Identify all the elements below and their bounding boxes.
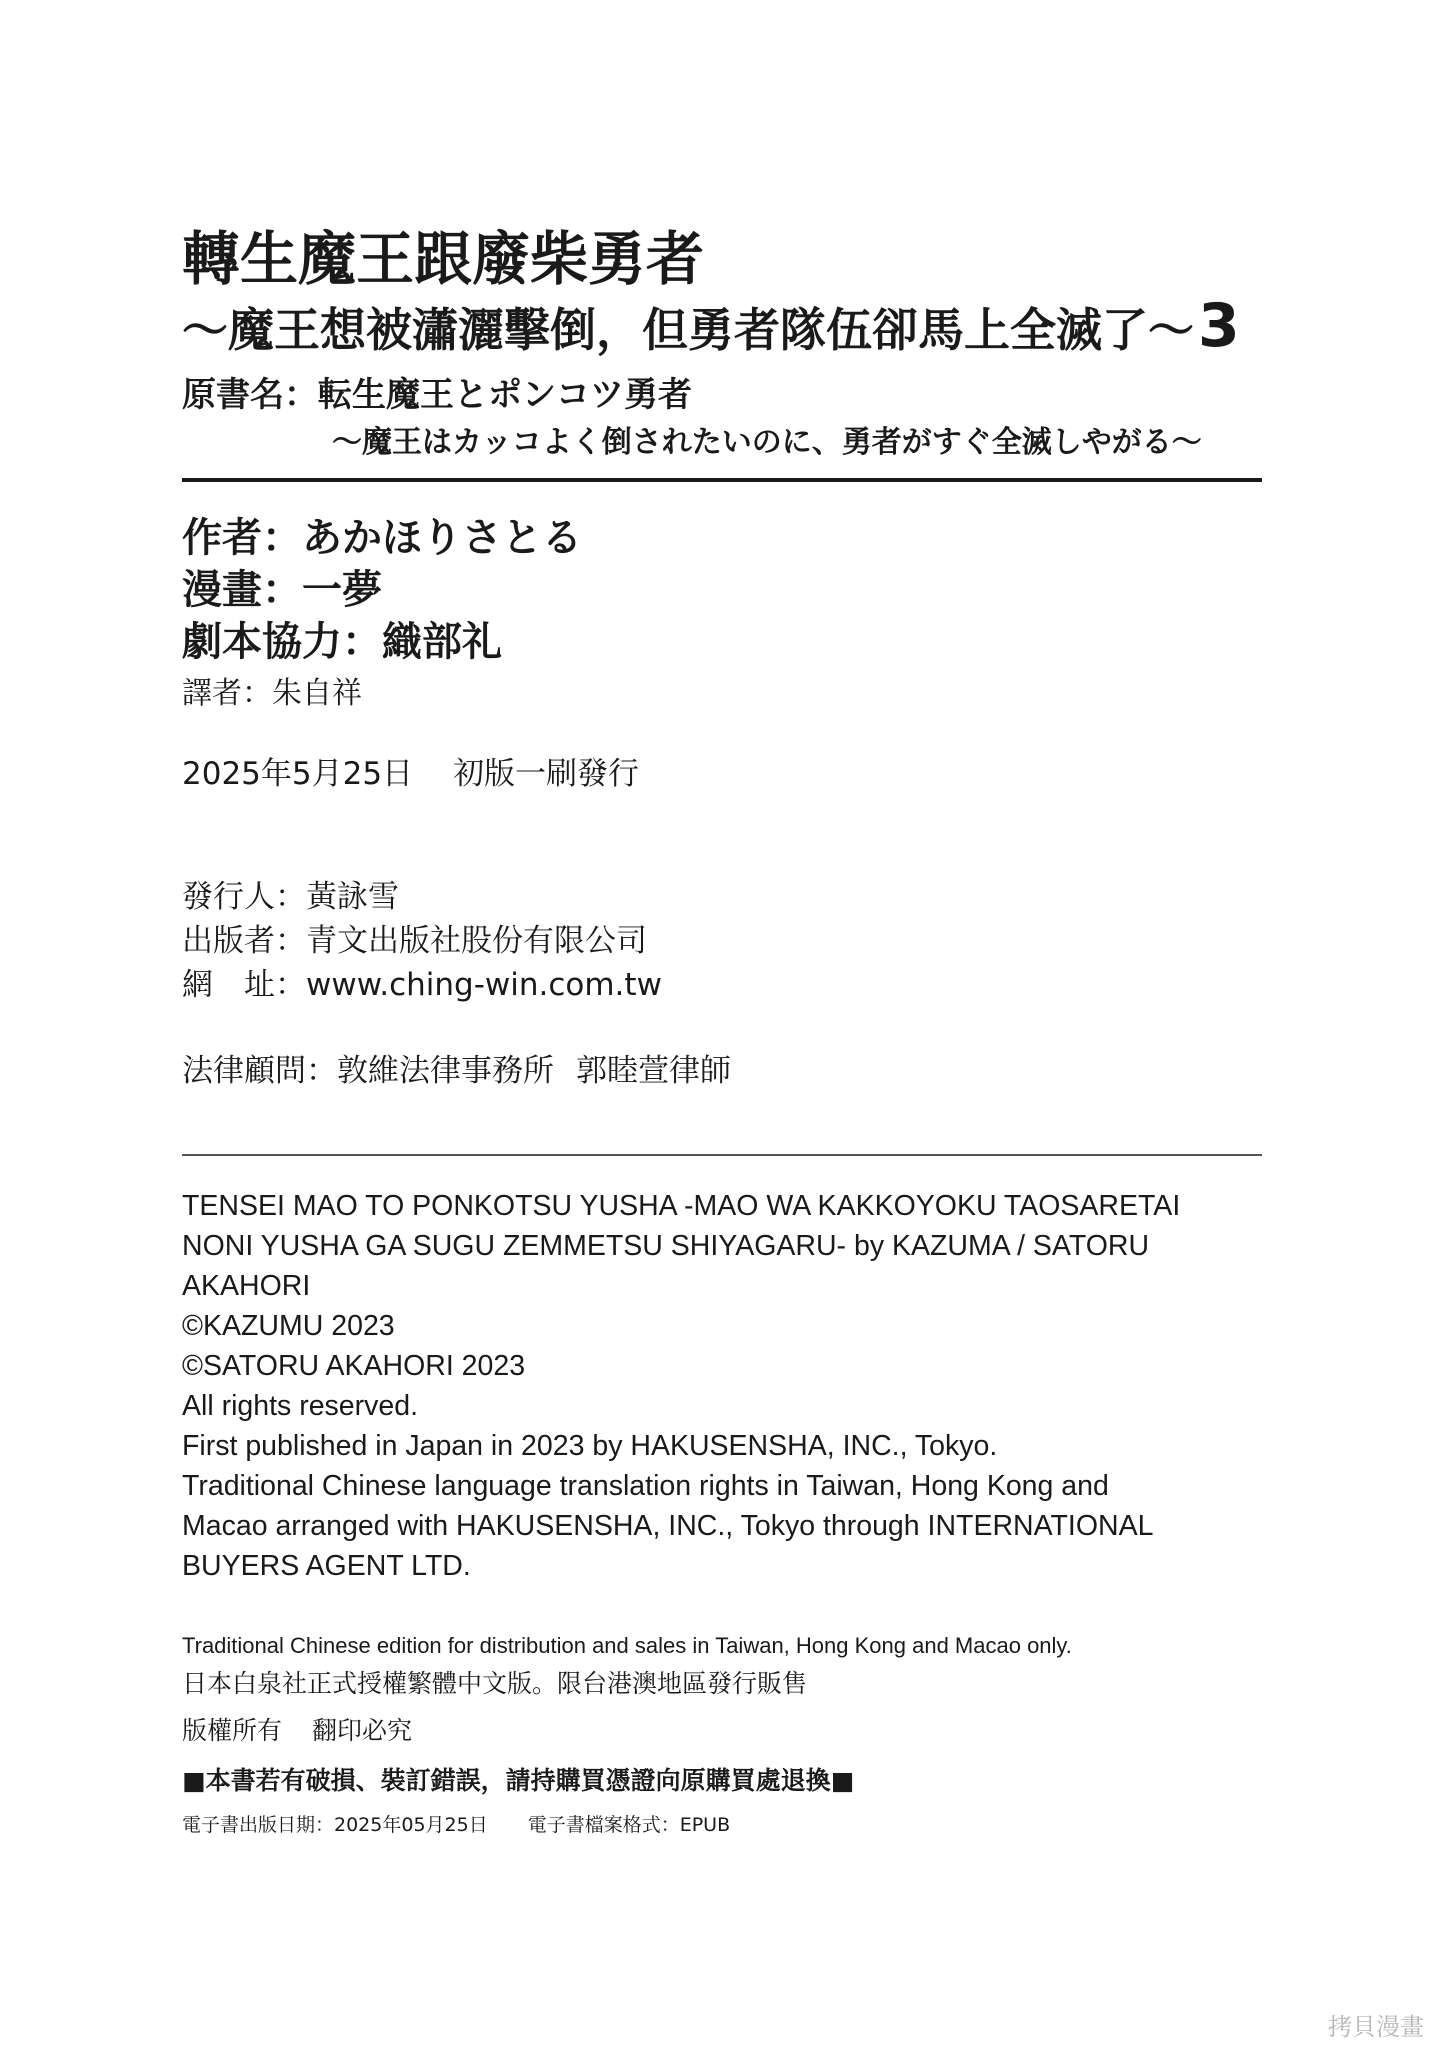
english-line: ©KAZUMU 2023 xyxy=(182,1310,395,1342)
english-line: Traditional Chinese language translation rights in Taiwan, Hong Kong and xyxy=(182,1470,1109,1502)
ebook-info xyxy=(182,1810,730,1840)
original-title-label: 原書名： xyxy=(182,375,318,415)
original-title: 転生魔王とポンコツ勇者 xyxy=(318,375,692,415)
volume-number: 3 xyxy=(1198,291,1240,361)
legal-line xyxy=(182,1050,731,1092)
book-subtitle xyxy=(182,291,1240,361)
english-line: AKAHORI xyxy=(182,1270,311,1302)
rights-reserved: 版權所有 xyxy=(182,1716,283,1745)
credit-script: 劇本協力：織部礼 xyxy=(182,619,502,665)
watermark-text: 拷貝漫畫 xyxy=(1328,2013,1424,2041)
english-line: NONI YUSHA GA SUGU ZEMMETSU SHIYAGARU- by KAZUMA / SATORU xyxy=(182,1230,1150,1262)
ebook-date: 電子書出版日期：2025年05月25日 xyxy=(182,1814,488,1836)
publisher-company: 出版者：青文出版社股份有限公司 xyxy=(182,923,647,959)
original-subtitle: ～魔王はカッコよく倒されたいのに、勇者がすぐ全滅しやがる～ xyxy=(332,425,1202,460)
ebook-format: 電子書檔案格式：EPUB xyxy=(527,1814,731,1836)
thick-divider xyxy=(182,478,1262,482)
edition-date: 2025年5月25日 xyxy=(182,756,414,792)
rights-line xyxy=(182,1713,412,1749)
no-copy: 翻印必究 xyxy=(312,1716,413,1745)
english-line: ©SATORU AKAHORI 2023 xyxy=(182,1350,526,1382)
thin-divider xyxy=(182,1154,1262,1156)
credit-author: 作者：あかほりさとる xyxy=(182,515,582,561)
edition-print: 初版一刷發行 xyxy=(453,756,640,792)
credit-translator: 譯者：朱自祥 xyxy=(182,676,362,711)
distribution-note-zh: 日本白泉社正式授權繁體中文版。限台港澳地區發行販售 xyxy=(182,1669,808,1698)
credit-manga: 漫畫：一夢 xyxy=(182,567,382,613)
distribution-note-en: Traditional Chinese edition for distribution and sales in Taiwan, Hong Kong and Macao only. xyxy=(182,1633,1072,1658)
english-line: Macao arranged with HAKUSENSHA, INC., Tokyo through INTERNATIONAL xyxy=(182,1510,1154,1542)
legal-counsel: 法律顧問：敦維法律事務所 xyxy=(182,1053,554,1089)
original-title-row xyxy=(182,372,692,418)
publisher-issuer: 發行人：黃詠雪 xyxy=(182,879,399,915)
publisher-website: 網 址：www.ching-win.com.tw xyxy=(182,967,662,1003)
edition-line xyxy=(182,753,639,795)
damage-return-note: ■本書若有破損、裝訂錯誤，請持購買憑證向原購買處退換■ xyxy=(182,1766,855,1795)
english-copyright-block xyxy=(182,1186,1262,1586)
legal-lawyer: 郭睦萱律師 xyxy=(576,1053,731,1089)
english-line: BUYERS AGENT LTD. xyxy=(182,1550,471,1582)
english-line: TENSEI MAO TO PONKOTSU YUSHA -MAO WA KAKKOYOKU TAOSARETAI xyxy=(182,1190,1181,1222)
english-line: First published in Japan in 2023 by HAKUSENSHA, INC., Tokyo. xyxy=(182,1430,998,1462)
subtitle-text: ～魔王想被瀟灑擊倒，但勇者隊伍卻馬上全滅了～ xyxy=(182,303,1194,357)
english-line: All rights reserved. xyxy=(182,1390,419,1422)
book-title: 轉生魔王跟廢柴勇者 xyxy=(182,225,705,293)
